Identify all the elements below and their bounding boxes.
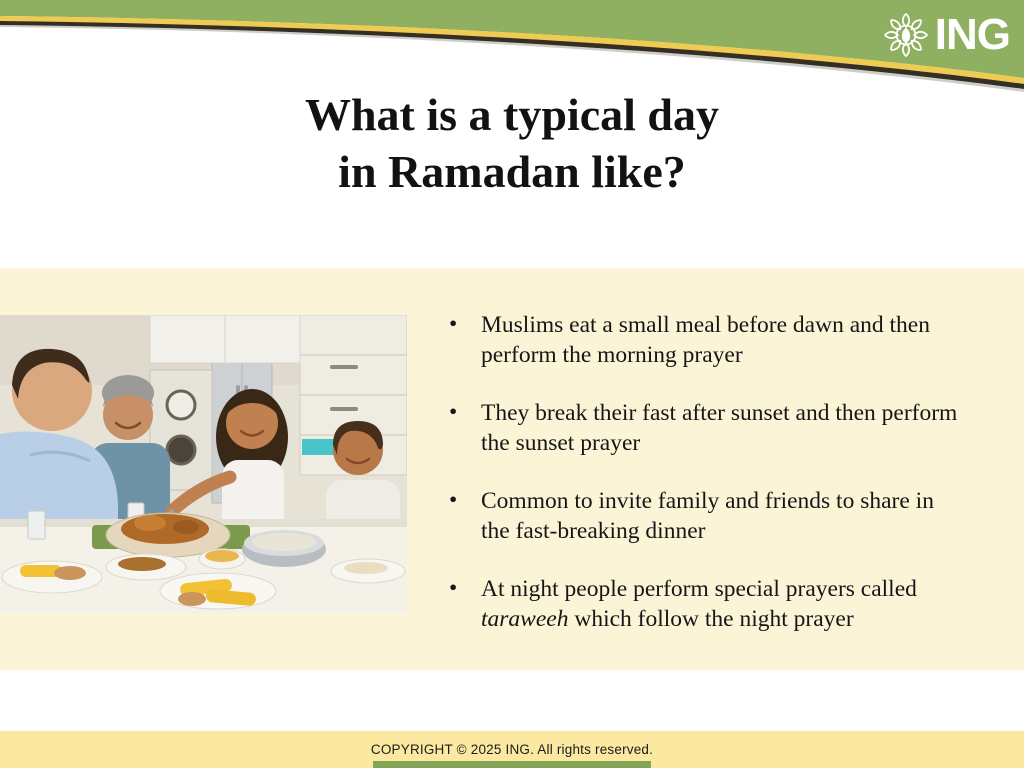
page-title [0,86,1024,200]
bullet-marker: • [449,399,458,425]
copyright-text: COPYRIGHT © 2025 ING. All rights reserved. [370,742,654,757]
bullet-text-after: which follow the night prayer [568,606,854,632]
bottom-accent-bar [373,761,651,768]
bullet-text: They break their fast after sunset and then perform the sunset prayer [481,400,958,456]
content-panel [0,268,1024,670]
list-item [447,310,967,370]
bullet-marker: • [449,487,458,513]
bullet-text: At night people perform special prayers called [481,576,917,602]
bullet-marker: • [449,575,458,601]
bullet-text: Common to invite family and friends to share in the fast-breaking dinner [481,488,934,544]
page-title-line1: What is a typical day [304,89,720,140]
list-item [447,398,967,458]
list-item [447,574,967,634]
page-title-line2: in Ramadan like? [338,146,686,197]
family-dinner-photo [0,315,407,613]
list-item [447,486,967,546]
bullet-marker: • [449,311,458,337]
bullet-text: Muslims eat a small meal before dawn and then perform the morning prayer [481,312,930,368]
bullet-list [447,310,967,662]
bullet-text-italic: taraweeh [481,606,569,632]
ing-logo-text: ING [934,10,1010,59]
ing-logo [883,12,1010,58]
ing-rosette-icon [883,12,929,58]
